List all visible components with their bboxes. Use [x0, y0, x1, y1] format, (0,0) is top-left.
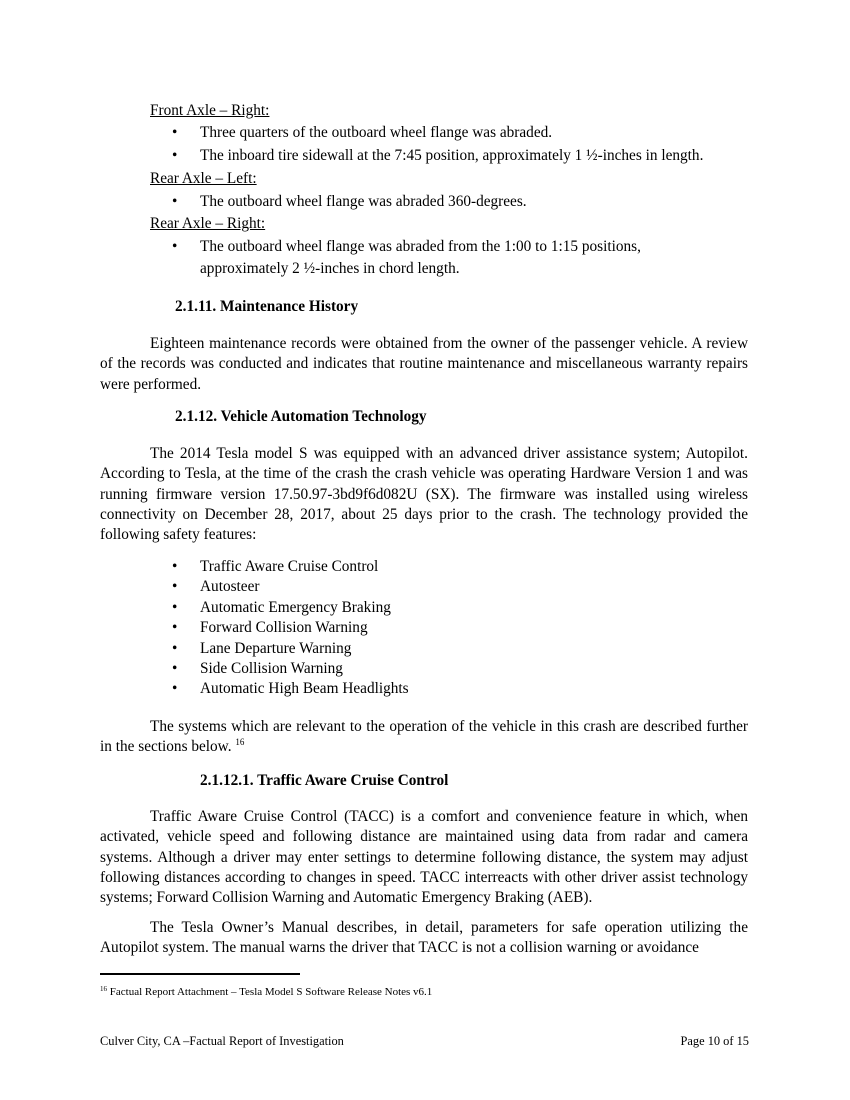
rear-axle-right-label: Rear Axle – Right: — [150, 215, 266, 232]
footnote-ref-16[interactable]: 16 — [235, 737, 245, 748]
bullet-icon: • — [172, 598, 178, 616]
automation-paragraph: The 2014 Tesla model S was equipped with an advanced driver assistance system; Autopilot. According to Tesla, at the time of the crash the crash vehicle was operating Hardware Version 1 and was running firmware version 17.50.97-3bd9f6d082U (SX). The firmware was installed using wireless connectivity on December 28, 2017, about 25 days prior to the crash. The technology provided the following safety features: — [100, 445, 748, 544]
list-item: • Lane Departure Warning — [150, 639, 550, 659]
list-item: • Traffic Aware Cruise Control — [150, 557, 550, 577]
list-item: • Automatic High Beam Headlights — [150, 679, 550, 699]
bullet-icon: • — [172, 147, 178, 164]
bullet-icon: • — [172, 193, 178, 210]
list-item: • Autosteer — [150, 577, 550, 597]
systems-paragraph: The systems which are relevant to the operation of the vehicle in this crash are described further in the sections below. $^{16}$ — [100, 718, 748, 756]
footnote-divider — [100, 973, 300, 975]
list-item: • Three quarters of the outboard wheel flange was abraded. — [150, 123, 760, 146]
section-heading-vehicle-automation: 2.1.12. Vehicle Automation Technology — [175, 408, 427, 425]
rear-axle-right-list — [150, 236, 710, 280]
safety-features-list — [150, 557, 550, 700]
section-heading-tacc: 2.1.12.1. Traffic Aware Cruise Control — [200, 772, 449, 789]
list-item: • Forward Collision Warning — [150, 618, 550, 638]
front-axle-right-label: Front Axle – Right: — [150, 102, 270, 119]
bullet-icon: • — [172, 619, 178, 637]
section-heading-maintenance-history: 2.1.11. Maintenance History — [175, 298, 359, 315]
tacc-paragraph-2: The Tesla Owner’s Manual describes, in detail, parameters for safe operation utilizing the Autopilot system. The manual warns the driver that TACC is not a collision warning or avoidance — [100, 919, 748, 957]
bullet-icon: • — [172, 578, 178, 596]
bullet-icon: • — [172, 660, 178, 678]
rear-axle-left-label: Rear Axle – Left: — [150, 170, 257, 187]
footnote-number: 16 — [100, 985, 107, 993]
bullet-icon: • — [172, 558, 178, 575]
list-item: • The inboard tire sidewall at the 7:45 position, approximately 1 ½-inches in length. — [150, 146, 760, 166]
maintenance-paragraph: Eighteen maintenance records were obtained from the owner of the passenger vehicle. A review of the records was conducted and indicates that routine maintenance and miscellaneous warranty repairs were performed. — [100, 335, 748, 393]
bullet-icon: • — [172, 124, 178, 141]
front-axle-right-list — [150, 123, 760, 166]
rear-axle-left-list — [150, 192, 760, 212]
footer-left: Culver City, CA –Factual Report of Investigation — [100, 1034, 344, 1048]
list-item: • Side Collision Warning — [150, 659, 550, 679]
list-item: • The outboard wheel flange was abraded from the 1:00 to 1:15 positions, approximately 2 ½-inches in chord length. — [172, 238, 641, 277]
list-item: • The outboard wheel flange was abraded 360-degrees. — [150, 192, 760, 212]
bullet-icon: • — [172, 680, 178, 698]
footnote — [100, 985, 432, 999]
bullet-icon: • — [172, 639, 178, 657]
list-item: • Automatic Emergency Braking — [150, 598, 550, 618]
bullet-icon: • — [172, 238, 178, 255]
tacc-paragraph-1: Traffic Aware Cruise Control (TACC) is a comfort and convenience feature in which, when activated, vehicle speed and following distance are maintained using data from radar and camera systems. Although a driver may enter settings to determine following distance, the system may adjust following distances according to changes in speed. TACC interreacts with other driver assist technology systems; Forward Collision Warning and Automatic Emergency Braking (AEB). — [100, 808, 748, 907]
page-number: Page 10 of 15 — [680, 1034, 749, 1048]
footnote-text: Factual Report Attachment – Tesla Model S Software Release Notes v6.1 — [109, 986, 433, 998]
